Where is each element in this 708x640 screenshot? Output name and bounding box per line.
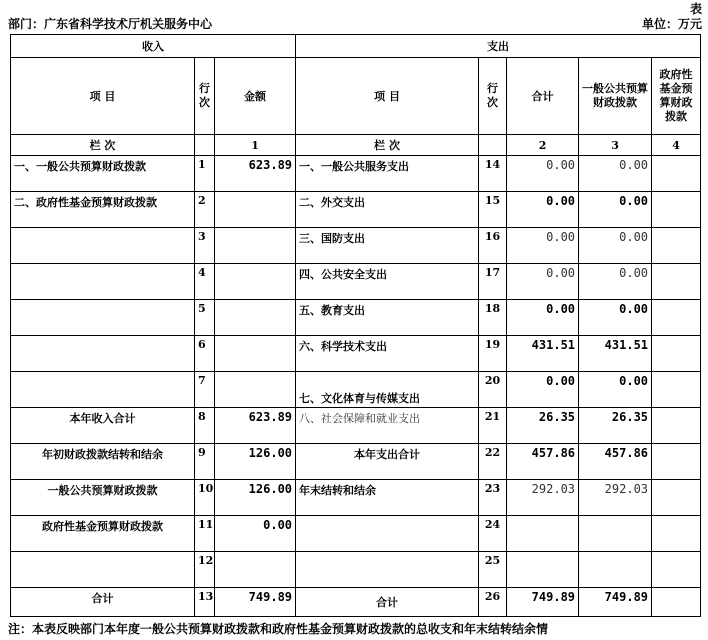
- expense-line-no: 16: [479, 228, 507, 264]
- income-amount: [215, 300, 296, 336]
- income-line-no: 12: [195, 552, 215, 588]
- expense-item: 八、社会保障和就业支出: [296, 408, 479, 444]
- income-item: [11, 300, 195, 336]
- expense-total: 292.03: [507, 480, 579, 516]
- expense-fund: [652, 588, 701, 617]
- income-index-1: 1: [215, 135, 296, 156]
- income-amount-header: 金额: [215, 58, 296, 135]
- table-row: [11, 588, 701, 617]
- income-item: 一般公共预算财政拨款: [11, 480, 195, 516]
- expense-general: 749.89: [579, 588, 652, 617]
- income-item-header: 项 目: [11, 58, 195, 135]
- expense-fund: [652, 300, 701, 336]
- income-amount: [215, 336, 296, 372]
- footnote: 注：本表反映部门本年度一般公共预算财政拨款和政府性基金预算财政拨款的总收支和年末结转结余情: [8, 622, 549, 636]
- expense-total: [507, 552, 579, 588]
- expense-item: 一、一般公共服务支出: [296, 156, 479, 192]
- expense-line-no: 23: [479, 480, 507, 516]
- income-amount: 0.00: [215, 516, 296, 552]
- income-index-label: 栏 次: [11, 135, 195, 156]
- expense-fund: [652, 372, 701, 408]
- income-item: 政府性基金预算财政拨款: [11, 516, 195, 552]
- income-amount: [215, 192, 296, 228]
- expense-line-no: 18: [479, 300, 507, 336]
- expense-item: 七、文化体育与传媒支出: [296, 372, 479, 408]
- income-amount: [215, 552, 296, 588]
- expense-total: 0.00: [507, 300, 579, 336]
- income-line-no: 8: [195, 408, 215, 444]
- table-row: [11, 192, 701, 228]
- income-line-no: 10: [195, 480, 215, 516]
- expense-fund: [652, 264, 701, 300]
- income-item: [11, 228, 195, 264]
- table-row: [11, 264, 701, 300]
- expense-line-no: 26: [479, 588, 507, 617]
- income-amount: [215, 228, 296, 264]
- expense-line-no: 24: [479, 516, 507, 552]
- expense-general: 0.00: [579, 192, 652, 228]
- income-line-no: 5: [195, 300, 215, 336]
- expense-general: 457.86: [579, 444, 652, 480]
- expense-line-no: 19: [479, 336, 507, 372]
- expense-general: 431.51: [579, 336, 652, 372]
- income-item: 合计: [11, 588, 195, 617]
- expense-index-label: 栏 次: [296, 135, 479, 156]
- income-line-no: 13: [195, 588, 215, 617]
- expense-item: 合计: [296, 588, 479, 617]
- table-row: [11, 408, 701, 444]
- expense-general: 292.03: [579, 480, 652, 516]
- income-line-no: 9: [195, 444, 215, 480]
- expense-general: 0.00: [579, 300, 652, 336]
- expense-total-header: 合计: [507, 58, 579, 135]
- expense-line-no: 14: [479, 156, 507, 192]
- expense-fund: [652, 480, 701, 516]
- expense-fund: [652, 444, 701, 480]
- expense-total: 0.00: [507, 228, 579, 264]
- expense-line-no: 20: [479, 372, 507, 408]
- table-row: [11, 552, 701, 588]
- expense-total: 0.00: [507, 372, 579, 408]
- expense-line-no: 17: [479, 264, 507, 300]
- income-item: 本年收入合计: [11, 408, 195, 444]
- expense-index-3: 3: [579, 135, 652, 156]
- income-item: 二、政府性基金预算财政拨款: [11, 192, 195, 228]
- column-index-row: [11, 135, 701, 156]
- income-line-no: 3: [195, 228, 215, 264]
- expense-item: 六、科学技术支出: [296, 336, 479, 372]
- expense-general: 26.35: [579, 408, 652, 444]
- expense-line-header: 行次: [479, 58, 507, 135]
- department-label: 部门：广东省科学技术厅机关服务中心: [8, 17, 213, 31]
- expense-fund: [652, 336, 701, 372]
- expense-total: 749.89: [507, 588, 579, 617]
- expense-line-no: 21: [479, 408, 507, 444]
- expense-fund: [652, 228, 701, 264]
- income-header: 收入: [11, 35, 296, 58]
- expense-item: 三、国防支出: [296, 228, 479, 264]
- expense-general: 0.00: [579, 264, 652, 300]
- income-line-no: 6: [195, 336, 215, 372]
- income-amount: [215, 264, 296, 300]
- table-row: [11, 156, 701, 192]
- expense-index-4: 4: [652, 135, 701, 156]
- expense-header: 支出: [296, 35, 701, 58]
- expense-fund: [652, 192, 701, 228]
- expense-total: 0.00: [507, 156, 579, 192]
- income-item: [11, 552, 195, 588]
- column-header-row: [11, 58, 701, 135]
- expense-fund-header: 政府性基金预算财政拨款: [652, 58, 701, 135]
- income-amount: 623.89: [215, 156, 296, 192]
- table-row: [11, 480, 701, 516]
- expense-fund: [652, 156, 701, 192]
- income-line-no: 1: [195, 156, 215, 192]
- table-row: [11, 444, 701, 480]
- income-amount: 623.89: [215, 408, 296, 444]
- expense-item: 本年支出合计: [296, 444, 479, 480]
- income-amount: 126.00: [215, 480, 296, 516]
- income-line-no: 2: [195, 192, 215, 228]
- expense-general: 0.00: [579, 156, 652, 192]
- expense-index-2: 2: [507, 135, 579, 156]
- expense-item: 年末结转和结余: [296, 480, 479, 516]
- table-row: [11, 300, 701, 336]
- expense-line-no: 25: [479, 552, 507, 588]
- income-line-header: 行次: [195, 58, 215, 135]
- table-row: [11, 372, 701, 408]
- expense-fund: [652, 516, 701, 552]
- income-amount: 749.89: [215, 588, 296, 617]
- expense-item: 五、教育支出: [296, 300, 479, 336]
- unit-label: 单位：万元: [641, 17, 702, 31]
- expense-total: [507, 516, 579, 552]
- income-item: [11, 336, 195, 372]
- section-header-row: [11, 35, 701, 58]
- income-item: 年初财政拨款结转和结余: [11, 444, 195, 480]
- income-item: [11, 264, 195, 300]
- income-line-no: 4: [195, 264, 215, 300]
- expense-item: 四、公共安全支出: [296, 264, 479, 300]
- expense-item-header: 项 目: [296, 58, 479, 135]
- expense-line-no: 15: [479, 192, 507, 228]
- income-item: [11, 372, 195, 408]
- expense-total: 0.00: [507, 264, 579, 300]
- income-line-no: 7: [195, 372, 215, 408]
- expense-total: 26.35: [507, 408, 579, 444]
- expense-total: 457.86: [507, 444, 579, 480]
- expense-item: [296, 516, 479, 552]
- income-line-no: 11: [195, 516, 215, 552]
- income-amount: 126.00: [215, 444, 296, 480]
- expense-item: 二、外交支出: [296, 192, 479, 228]
- expense-total: 431.51: [507, 336, 579, 372]
- expense-total: 0.00: [507, 192, 579, 228]
- expense-general-header: 一般公共预算财政拨款: [579, 58, 652, 135]
- expense-general: 0.00: [579, 372, 652, 408]
- expense-general: [579, 552, 652, 588]
- expense-fund: [652, 552, 701, 588]
- expense-item: [296, 552, 479, 588]
- table-label: 表: [689, 2, 702, 16]
- expense-fund: [652, 408, 701, 444]
- expense-line-no: 22: [479, 444, 507, 480]
- income-amount: [215, 372, 296, 408]
- expense-general: 0.00: [579, 228, 652, 264]
- table-row: [11, 516, 701, 552]
- table-row: [11, 336, 701, 372]
- income-item: 一、一般公共预算财政拨款: [11, 156, 195, 192]
- expense-general: [579, 516, 652, 552]
- table-row: [11, 228, 701, 264]
- budget-table: [10, 34, 701, 617]
